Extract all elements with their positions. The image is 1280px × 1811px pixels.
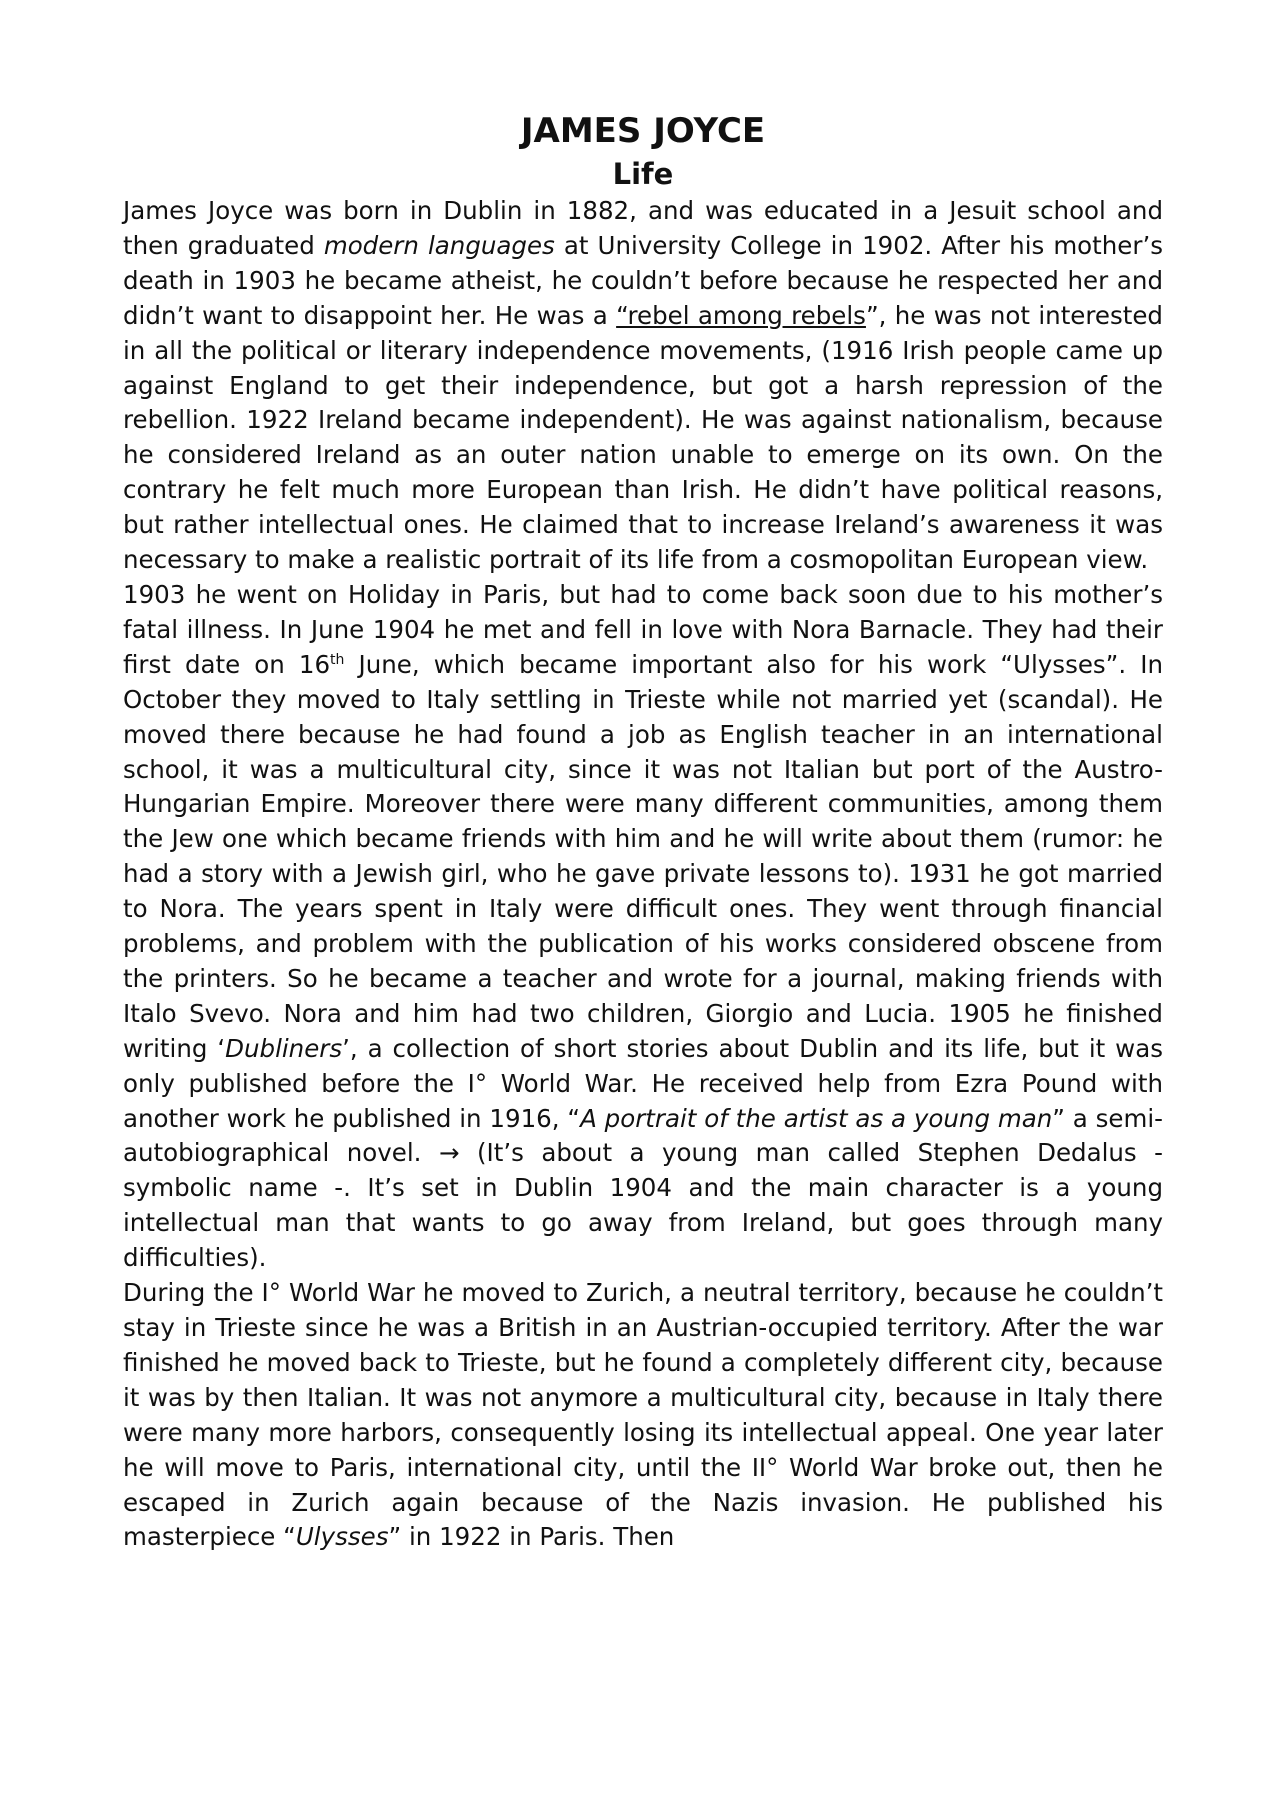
text-run: James Joyce was born in Dublin in 1882, and was educated in a Jesuit school and then graduated (123, 196, 1163, 260)
underlined-quote: “rebel among rebels (616, 300, 866, 330)
paragraph-war-years (123, 1276, 1163, 1555)
text-run: ”, he was not interested in all the political or literary independence movements, (1916 Irish people came up against England to get their independence, but got a harsh repression of the rebellion. 1922 Ireland became independent). He was against nationalism, because he considered Ireland as an outer nation unable to emerge on its own. On the contrary he felt much more European than Irish. He didn’t have political reasons, but rather intellectual ones. He claimed that to increase Ireland’s awareness it was necessary to make a realistic portrait of its life from a cosmopolitan European view. (123, 300, 1163, 575)
italic-text: modern languages (323, 230, 555, 260)
section-heading-life: Life (612, 157, 674, 191)
paragraph-nora-trieste (123, 578, 1163, 1276)
text-run: ” in 1922 in Paris. Then (388, 1522, 675, 1552)
text-run: June, which became important also for his work “Ulysses”. In October they moved to Italy settling in Trieste while not married yet (scandal). He moved there because he had found a job as English teacher in an international school, it was a multicultural city, since it was not Italian but port of the Austro-Hungarian Empire. Moreover there were many different communities, among them the Jew one which became friends with him and he will write about them (rumor: he had a story with a Jewish girl, who he gave private lessons to). 1931 he got married to Nora. The years spent in Italy were difficult ones. They went through financial problems, and problem with the publication of his works considered obscene from the printers. So he became a teacher and wrote for a journal, making friends with Italo Svevo. Nora and him had two children, Giorgio and Lucia. 1905 he finished writing ‘ (123, 649, 1163, 1063)
text-run: During the I° World War he moved to Zurich, a neutral territory, because he couldn’t stay in Trieste since he was a British in an Austrian-occupied territory. After the war finished he moved back to Trieste, but he found a completely different city, because it was by then Italian. It was not anymore a multicultural city, because in Italy there were many more harbors, consequently losing its intellectual appeal. One year later he will move to Paris, international city, until the II° World War broke out, then he escaped in Zurich again because of the Nazis invasion. He published his masterpiece “ (123, 1278, 1163, 1552)
document-page (123, 108, 1163, 1555)
text-run: ” a semi-autobiographical novel. → (It’s about a young man called Stephen Dedalus - symbolic name -. It’s set in Dublin 1904 and the main character is a young intellectual man that wants to go away from Ireland, but goes through many difficulties). (123, 1103, 1163, 1273)
italic-text: Ulysses (295, 1522, 389, 1552)
text-run: 1903 he went on Holiday in Paris, but had to come back soon due to his mother’s fatal illness. In June 1904 he met and fell in love with Nora Barnacle. They had their first date on 16 (123, 579, 1163, 679)
text-run: at University College in 1902. After his mother’s death in 1903 he became atheist, he couldn’t before because he respected her and didn’t want to disappoint her. He was a (123, 230, 1164, 330)
italic-text: A portrait of the artist as a young man (580, 1103, 1053, 1133)
text-run: ’, a collection of short stories about Dublin and its life, but it was only published before the I° World War. He received help from Ezra Pound with another work he published in 1916, “ (123, 1033, 1163, 1133)
paragraph-early-life (123, 194, 1163, 578)
superscript-ordinal: th (330, 651, 345, 668)
page-title: JAMES JOYCE (520, 111, 766, 151)
italic-text: Dubliners (225, 1033, 343, 1063)
